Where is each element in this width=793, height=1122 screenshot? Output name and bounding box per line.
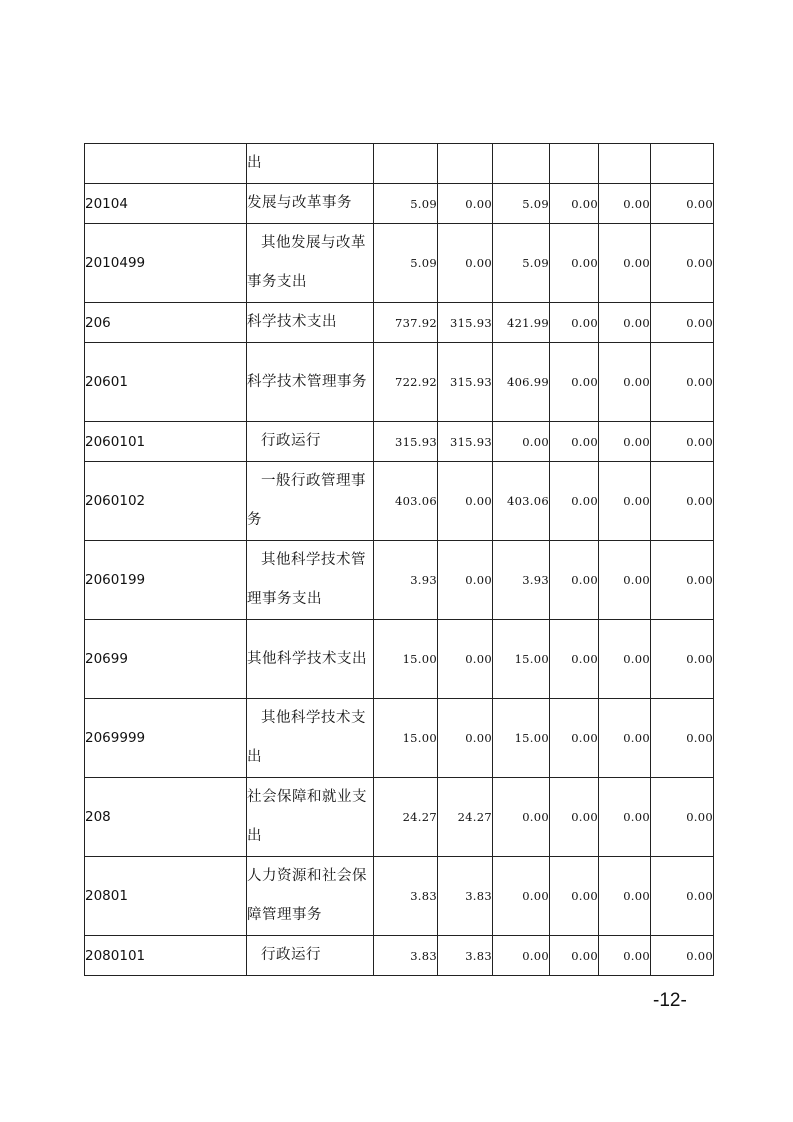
row-name-cell xyxy=(247,303,374,343)
row-value-2: 315.93 xyxy=(438,422,493,462)
row-name: 其他科学技术支出 xyxy=(247,710,366,765)
row-code xyxy=(85,144,247,184)
row-value-3: 0.00 xyxy=(493,936,550,976)
row-value-3: 0.00 xyxy=(493,422,550,462)
row-value-2: 315.93 xyxy=(438,343,493,422)
row-value-4: 0.00 xyxy=(550,462,599,541)
row-value-6: 0.00 xyxy=(651,857,714,936)
row-name-cell xyxy=(247,144,374,184)
row-name: 行政运行 xyxy=(261,947,321,963)
row-value-1: 15.00 xyxy=(374,699,438,778)
row-name-cell xyxy=(247,936,374,976)
row-value-4: 0.00 xyxy=(550,422,599,462)
row-value-6 xyxy=(651,144,714,184)
row-name-cell xyxy=(247,778,374,857)
row-value-2: 0.00 xyxy=(438,224,493,303)
row-value-3: 3.93 xyxy=(493,541,550,620)
row-value-1: 737.92 xyxy=(374,303,438,343)
row-value-3: 5.09 xyxy=(493,224,550,303)
row-value-6: 0.00 xyxy=(651,462,714,541)
row-value-2: 0.00 xyxy=(438,184,493,224)
table-row xyxy=(85,343,714,422)
row-name-cell xyxy=(247,541,374,620)
row-value-4: 0.00 xyxy=(550,303,599,343)
row-value-1: 722.92 xyxy=(374,343,438,422)
row-code: 2060101 xyxy=(85,422,247,462)
table-row xyxy=(85,857,714,936)
row-value-2: 315.93 xyxy=(438,303,493,343)
row-value-2: 3.83 xyxy=(438,936,493,976)
row-value-4: 0.00 xyxy=(550,699,599,778)
row-value-5: 0.00 xyxy=(599,462,651,541)
row-value-4: 0.00 xyxy=(550,857,599,936)
row-name-cell xyxy=(247,343,374,422)
row-value-6: 0.00 xyxy=(651,343,714,422)
row-value-5: 0.00 xyxy=(599,541,651,620)
row-name: 其他科学技术管理事务支出 xyxy=(247,552,366,607)
row-value-1: 3.93 xyxy=(374,541,438,620)
row-value-4 xyxy=(550,144,599,184)
row-value-5: 0.00 xyxy=(599,343,651,422)
row-value-5: 0.00 xyxy=(599,936,651,976)
row-value-6: 0.00 xyxy=(651,778,714,857)
table-row xyxy=(85,620,714,699)
row-value-6: 0.00 xyxy=(651,620,714,699)
row-name: 发展与改革事务 xyxy=(247,195,352,211)
row-name: 行政运行 xyxy=(261,433,321,449)
row-value-2: 24.27 xyxy=(438,778,493,857)
row-value-6: 0.00 xyxy=(651,224,714,303)
table-row xyxy=(85,144,714,184)
row-value-3: 403.06 xyxy=(493,462,550,541)
table-row xyxy=(85,462,714,541)
row-value-2: 0.00 xyxy=(438,541,493,620)
row-value-3: 421.99 xyxy=(493,303,550,343)
row-value-1 xyxy=(374,144,438,184)
row-value-6: 0.00 xyxy=(651,303,714,343)
row-code: 20801 xyxy=(85,857,247,936)
row-value-4: 0.00 xyxy=(550,778,599,857)
row-value-3: 5.09 xyxy=(493,184,550,224)
row-code: 20104 xyxy=(85,184,247,224)
row-value-1: 15.00 xyxy=(374,620,438,699)
table-row xyxy=(85,303,714,343)
page-number: -12- xyxy=(653,990,687,1011)
row-value-5: 0.00 xyxy=(599,184,651,224)
row-value-1: 3.83 xyxy=(374,857,438,936)
row-name-cell xyxy=(247,699,374,778)
row-code: 208 xyxy=(85,778,247,857)
row-value-5: 0.00 xyxy=(599,699,651,778)
row-code: 2080101 xyxy=(85,936,247,976)
row-value-2: 0.00 xyxy=(438,699,493,778)
row-name: 出 xyxy=(247,155,262,171)
row-code: 2060199 xyxy=(85,541,247,620)
row-value-1: 5.09 xyxy=(374,184,438,224)
row-value-5: 0.00 xyxy=(599,857,651,936)
row-value-3 xyxy=(493,144,550,184)
row-name: 一般行政管理事务 xyxy=(247,473,366,528)
row-name: 人力资源和社会保障管理事务 xyxy=(247,868,367,923)
row-value-5: 0.00 xyxy=(599,620,651,699)
table-row xyxy=(85,541,714,620)
row-code: 2010499 xyxy=(85,224,247,303)
row-value-6: 0.00 xyxy=(651,184,714,224)
row-value-1: 3.83 xyxy=(374,936,438,976)
row-code: 206 xyxy=(85,303,247,343)
row-value-6: 0.00 xyxy=(651,699,714,778)
row-name: 社会保障和就业支出 xyxy=(247,789,367,844)
row-name-cell xyxy=(247,184,374,224)
row-value-2: 3.83 xyxy=(438,857,493,936)
row-value-1: 315.93 xyxy=(374,422,438,462)
table-row xyxy=(85,778,714,857)
row-name-cell xyxy=(247,224,374,303)
row-name-cell xyxy=(247,857,374,936)
row-value-1: 403.06 xyxy=(374,462,438,541)
row-value-2 xyxy=(438,144,493,184)
row-name: 科学技术支出 xyxy=(247,314,337,330)
row-value-6: 0.00 xyxy=(651,541,714,620)
row-value-1: 24.27 xyxy=(374,778,438,857)
row-name-cell xyxy=(247,462,374,541)
row-value-5: 0.00 xyxy=(599,303,651,343)
row-value-6: 0.00 xyxy=(651,936,714,976)
table-row xyxy=(85,184,714,224)
row-name-cell xyxy=(247,422,374,462)
row-value-2: 0.00 xyxy=(438,620,493,699)
row-value-3: 15.00 xyxy=(493,699,550,778)
row-value-1: 5.09 xyxy=(374,224,438,303)
row-value-4: 0.00 xyxy=(550,541,599,620)
table-body xyxy=(85,144,714,976)
row-code: 2069999 xyxy=(85,699,247,778)
row-name: 其他科学技术支出 xyxy=(247,650,367,667)
row-value-3: 406.99 xyxy=(493,343,550,422)
row-value-3: 15.00 xyxy=(493,620,550,699)
row-value-5 xyxy=(599,144,651,184)
row-name: 其他发展与改革事务支出 xyxy=(247,235,366,290)
table-row xyxy=(85,936,714,976)
row-code: 2060102 xyxy=(85,462,247,541)
row-code: 20699 xyxy=(85,620,247,699)
row-name-cell xyxy=(247,620,374,699)
row-code: 20601 xyxy=(85,343,247,422)
row-value-4: 0.00 xyxy=(550,620,599,699)
row-value-4: 0.00 xyxy=(550,184,599,224)
row-value-6: 0.00 xyxy=(651,422,714,462)
row-value-4: 0.00 xyxy=(550,936,599,976)
row-value-2: 0.00 xyxy=(438,462,493,541)
row-value-3: 0.00 xyxy=(493,778,550,857)
budget-table xyxy=(84,143,714,976)
table-row xyxy=(85,422,714,462)
row-name: 科学技术管理事务 xyxy=(247,373,367,390)
row-value-5: 0.00 xyxy=(599,778,651,857)
table-row xyxy=(85,699,714,778)
row-value-5: 0.00 xyxy=(599,422,651,462)
row-value-5: 0.00 xyxy=(599,224,651,303)
row-value-4: 0.00 xyxy=(550,343,599,422)
row-value-3: 0.00 xyxy=(493,857,550,936)
table-row xyxy=(85,224,714,303)
row-value-4: 0.00 xyxy=(550,224,599,303)
